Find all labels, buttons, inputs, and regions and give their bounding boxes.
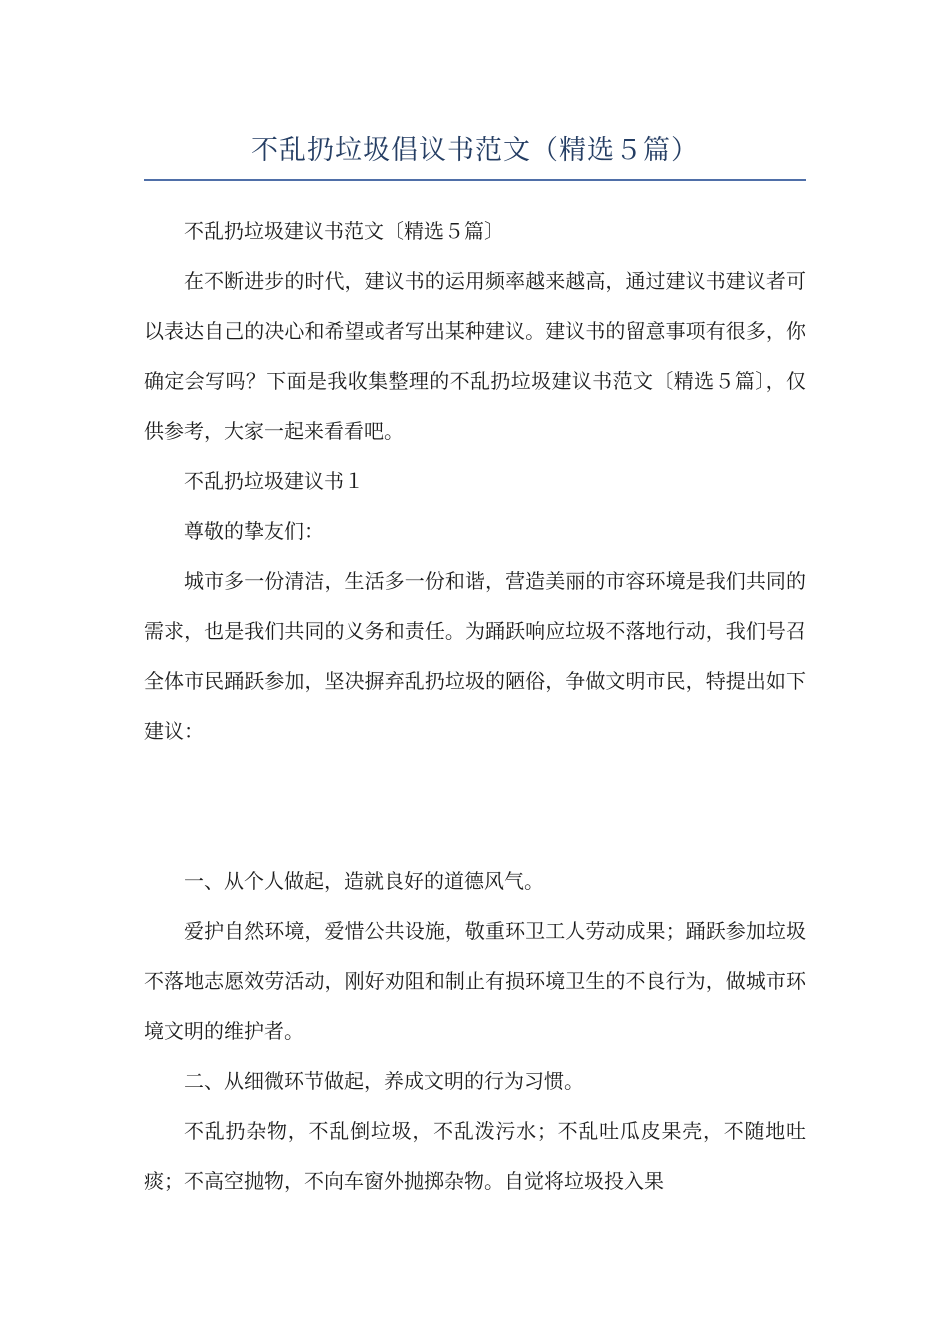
body-paragraph-point-1-text: 爱护自然环境，爱惜公共设施，敬重环卫工人劳动成果；踊跃参加垃圾不落地志愿效劳活动，刚好劝阻和制止有损环境卫生的不良行为，做城市环境文明的维护者。 [144,919,806,1043]
body-paragraph-point-2-heading: 二、从细微环节做起，养成文明的行为习惯。 [184,1069,584,1093]
body-paragraph-point-1-heading: 一、从个人做起，造就良好的道德风气。 [184,869,544,893]
body-paragraph-salutation: 尊敬的挚友们： [184,519,324,543]
document-body [144,206,806,1206]
body-paragraph-opening: 城市多一份清洁，生活多一份和谐，营造美丽的市容环境是我们共同的需求，也是我们共同的义务和责任。为踊跃响应垃圾不落地行动，我们号召全体市民踊跃参加，坚决摒弃乱扔垃圾的陋俗，争做文明市民，特提出如下建议： [144,569,806,743]
document-title: 不乱扔垃圾倡议书范文（精选５篇） [251,135,699,166]
body-paragraph-heading-1: 不乱扔垃圾建议书１ [184,469,364,493]
body-paragraph-point-2-text: 不乱扔杂物，不乱倒垃圾，不乱泼污水；不乱吐瓜皮果壳，不随地吐痰；不高空抛物，不向车窗外抛掷杂物。自觉将垃圾投入果 [144,1119,806,1193]
paragraph-gap [144,756,806,856]
body-paragraph-intro: 在不断进步的时代，建议书的运用频率越来越高，通过建议书建议者可以表达自己的决心和希望或者写出某种建议。建议书的留意事项有很多，你确定会写吗？下面是我收集整理的不乱扔垃圾建议书范文〔精选５篇〕，仅供参考，大家一起来看看吧。 [144,269,806,443]
title-underline [144,179,806,181]
body-paragraph-subtitle: 不乱扔垃圾建议书范文〔精选５篇〕 [184,219,504,243]
